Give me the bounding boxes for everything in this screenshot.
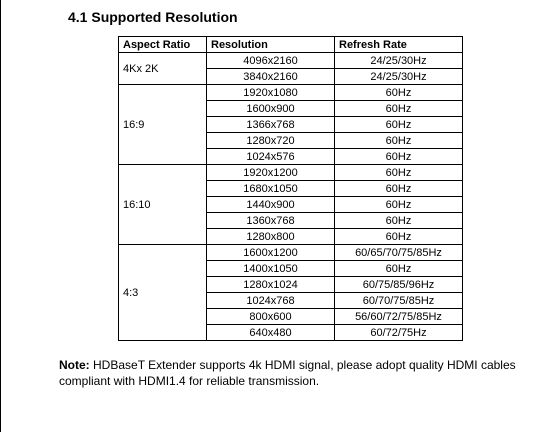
table-row [119,245,463,261]
resolution-cell: 1360x768 [207,213,335,229]
note-paragraph [59,357,529,389]
refresh-rate-cell: 60Hz [335,261,463,277]
resolution-cell: 1600x900 [207,101,335,117]
resolution-cell: 1280x720 [207,133,335,149]
resolution-table [118,36,463,341]
aspect-ratio-cell: 16:9 [119,85,207,165]
refresh-rate-cell: 24/25/30Hz [335,53,463,69]
header-aspect-ratio: Aspect Ratio [119,37,207,53]
resolution-cell: 800x600 [207,309,335,325]
refresh-rate-cell: 60/72/75Hz [335,325,463,341]
note-text: HDBaseT Extender supports 4k HDMI signal, please adopt quality HDMI cables compliant with HDMI1.4 for reliable transmission. [59,358,516,388]
header-refresh-rate: Refresh Rate [335,37,463,53]
refresh-rate-cell: 60Hz [335,117,463,133]
resolution-cell: 1280x1024 [207,277,335,293]
note-label: Note: [59,358,90,372]
table-body [119,53,463,341]
refresh-rate-cell: 60Hz [335,101,463,117]
refresh-rate-cell: 60Hz [335,213,463,229]
resolution-cell: 1024x576 [207,149,335,165]
refresh-rate-cell: 60/75/85/96Hz [335,277,463,293]
refresh-rate-cell: 60Hz [335,229,463,245]
page-left-border [0,0,1,432]
section-title: 4.1 Supported Resolution [68,9,238,25]
table-row [119,85,463,101]
table-row [119,165,463,181]
header-resolution: Resolution [207,37,335,53]
resolution-cell: 1680x1050 [207,181,335,197]
refresh-rate-cell: 60Hz [335,181,463,197]
refresh-rate-cell: 60/65/70/75/85Hz [335,245,463,261]
aspect-ratio-cell: 4Kx 2K [119,53,207,85]
aspect-ratio-cell: 16:10 [119,165,207,245]
resolution-cell: 640x480 [207,325,335,341]
resolution-cell: 3840x2160 [207,69,335,85]
table-header-row [119,37,463,53]
table-row [119,53,463,69]
resolution-cell: 1366x768 [207,117,335,133]
aspect-ratio-cell: 4:3 [119,245,207,341]
refresh-rate-cell: 60/70/75/85Hz [335,293,463,309]
refresh-rate-cell: 56/60/72/75/85Hz [335,309,463,325]
resolution-cell: 1280x800 [207,229,335,245]
resolution-cell: 1920x1080 [207,85,335,101]
refresh-rate-cell: 60Hz [335,133,463,149]
resolution-cell: 1440x900 [207,197,335,213]
resolution-cell: 4096x2160 [207,53,335,69]
resolution-cell: 1024x768 [207,293,335,309]
resolution-cell: 1600x1200 [207,245,335,261]
refresh-rate-cell: 60Hz [335,197,463,213]
resolution-cell: 1400x1050 [207,261,335,277]
resolution-cell: 1920x1200 [207,165,335,181]
refresh-rate-cell: 60Hz [335,165,463,181]
refresh-rate-cell: 60Hz [335,85,463,101]
refresh-rate-cell: 24/25/30Hz [335,69,463,85]
refresh-rate-cell: 60Hz [335,149,463,165]
